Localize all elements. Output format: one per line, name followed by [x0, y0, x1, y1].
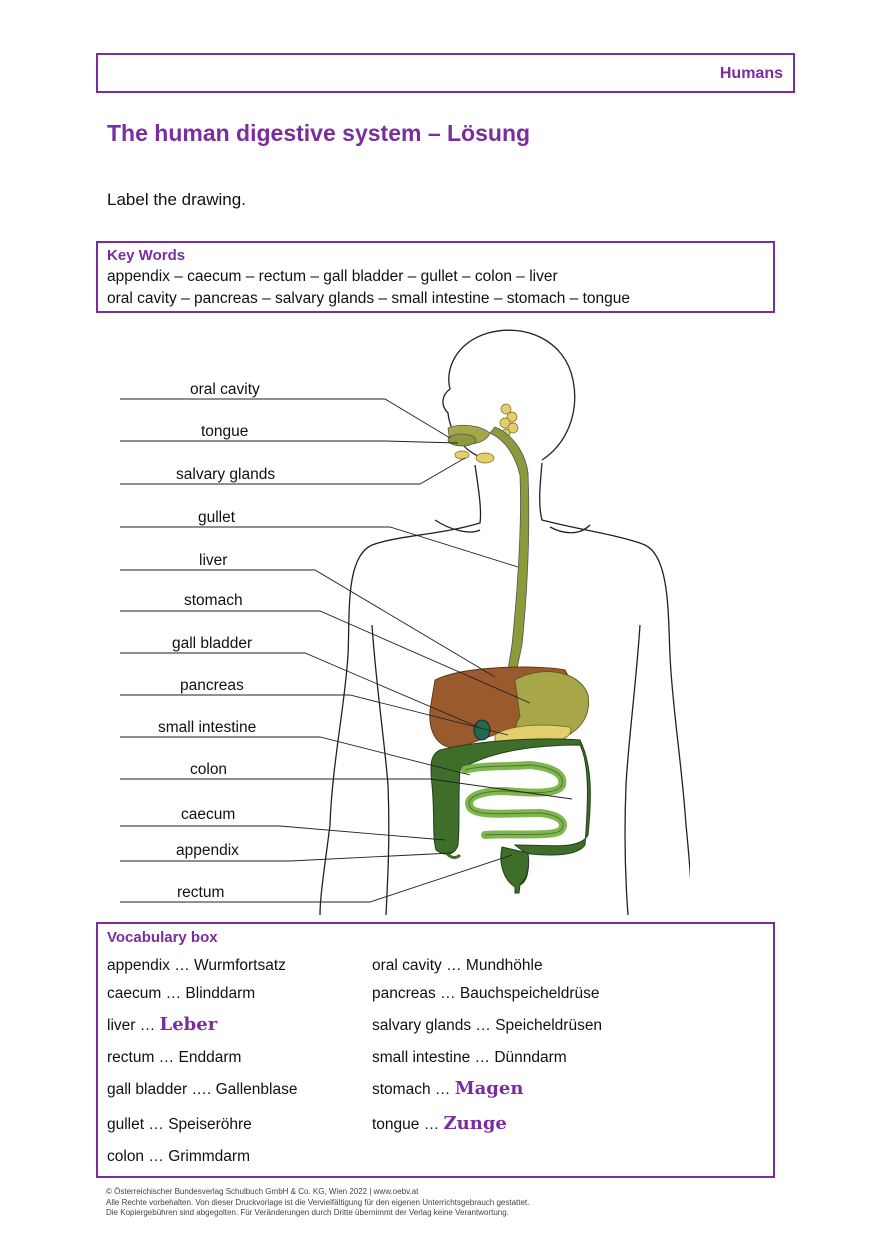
key-words-line-2: oral cavity – pancreas – salvary glands – small intestine – stomach – tongue	[107, 290, 630, 307]
small-intestine-shape	[465, 765, 563, 835]
label-oral-cavity: oral cavity	[190, 381, 260, 398]
vocabulary-title: Vocabulary box	[107, 929, 218, 946]
footer-line-3: Die Kopiergebühren sind abgegolten. Für Veränderungen durch Dritte übernimmt der Verlag keine Verantwortung.	[106, 1208, 509, 1217]
vocab-answer-handwritten: Magen	[454, 1078, 524, 1099]
key-words-title: Key Words	[107, 247, 186, 264]
footer-copyright	[106, 1187, 529, 1219]
rectum-shape	[501, 847, 529, 893]
label-gall-bladder: gall bladder	[172, 635, 253, 652]
vocab-entry-oral-cavity	[372, 957, 543, 975]
vocab-translation: Enddarm	[178, 1049, 242, 1066]
vocab-term: caecum …	[107, 985, 182, 1002]
vocab-entry-caecum	[107, 985, 255, 1003]
line-appendix	[120, 853, 452, 861]
vocab-entry-small-intestine	[372, 1049, 567, 1067]
vocab-entry-appendix	[107, 957, 286, 975]
line-tongue	[120, 441, 458, 443]
vocab-answer-handwritten: Leber	[159, 1014, 218, 1035]
vocab-term: appendix …	[107, 957, 190, 974]
label-colon: colon	[190, 761, 228, 778]
vocab-term: liver …	[107, 1017, 156, 1034]
vocab-entry-gullet	[107, 1116, 252, 1134]
line-gall-bladder	[120, 653, 478, 727]
vocab-term: gall bladder ….	[107, 1081, 212, 1098]
vocab-translation: Mundhöhle	[465, 957, 543, 974]
vocab-translation: Speiseröhre	[168, 1116, 252, 1133]
vocab-entry-stomach	[372, 1078, 523, 1099]
footer-line-1: © Österreichischer Bundesverlag Schulbuch GmbH & Co. KG, Wien 2022 | www.oebv.at	[106, 1187, 419, 1196]
page-title: The human digestive system – Lösung	[107, 120, 531, 146]
tongue-shape	[448, 434, 476, 446]
vocab-answer-handwritten: Zunge	[443, 1113, 507, 1134]
organs	[430, 404, 591, 893]
vocab-term: rectum …	[107, 1049, 175, 1066]
label-pancreas: pancreas	[180, 677, 244, 694]
line-liver	[120, 570, 495, 677]
vocab-entry-colon	[107, 1148, 250, 1166]
vocab-entry-pancreas	[372, 985, 599, 1003]
label-caecum: caecum	[181, 806, 236, 823]
vocab-entry-rectum	[107, 1049, 241, 1067]
vocab-entry-liver	[107, 1014, 217, 1035]
line-salvary-glands	[120, 458, 465, 484]
vocab-term: salvary glands …	[372, 1017, 491, 1034]
label-stomach: stomach	[184, 592, 243, 609]
digestive-system-diagram	[110, 325, 690, 915]
label-salvary-glands: salvary glands	[176, 466, 276, 483]
vocab-translation: Dünndarm	[494, 1049, 567, 1066]
vocab-entry-gall-bladder	[107, 1081, 297, 1099]
vocab-term: small intestine …	[372, 1049, 491, 1066]
line-gullet	[120, 527, 518, 567]
vocab-entry-salvary-glands	[372, 1017, 602, 1035]
gullet-shape	[490, 427, 529, 673]
vocab-translation: Wurmfortsatz	[194, 957, 286, 974]
label-tongue: tongue	[201, 423, 249, 440]
instruction-text: Label the drawing.	[107, 190, 246, 209]
header-label: Humans	[719, 65, 783, 82]
vocab-term: stomach …	[372, 1081, 451, 1098]
line-caecum	[120, 826, 445, 840]
vocab-translation: Gallenblase	[215, 1081, 298, 1098]
vocabulary-box	[96, 922, 775, 1178]
line-colon	[120, 779, 572, 799]
diagram-labels	[158, 381, 275, 901]
vocab-translation: Blinddarm	[185, 985, 256, 1002]
footer-line-2: Alle Rechte vorbehalten. Von dieser Druckvorlage ist die Vervielfältigung für den eigenen Unterrichtsgebrauch gestattet.	[106, 1197, 530, 1207]
vocab-term: colon …	[107, 1148, 164, 1165]
vocab-term: gullet …	[107, 1116, 164, 1133]
key-words-line-1: appendix – caecum – rectum – gall bladder – gullet – colon – liver	[107, 268, 558, 285]
vocab-term: oral cavity …	[372, 957, 462, 974]
vocab-translation: Speicheldrüsen	[495, 1017, 603, 1034]
vocab-entry-tongue	[372, 1113, 507, 1134]
header-box	[96, 53, 795, 93]
vocab-translation: Bauchspeicheldrüse	[459, 985, 600, 1002]
label-gullet: gullet	[198, 509, 236, 526]
line-oral-cavity	[120, 399, 450, 438]
label-appendix: appendix	[176, 842, 239, 859]
line-small-intestine	[120, 737, 470, 775]
label-liver: liver	[199, 552, 228, 569]
label-rectum: rectum	[177, 884, 225, 901]
vocab-translation: Grimmdarm	[168, 1148, 250, 1165]
vocab-term: tongue …	[372, 1116, 440, 1133]
key-words-box	[96, 241, 775, 313]
label-small-intestine: small intestine	[158, 719, 257, 736]
vocab-term: pancreas …	[372, 985, 456, 1002]
